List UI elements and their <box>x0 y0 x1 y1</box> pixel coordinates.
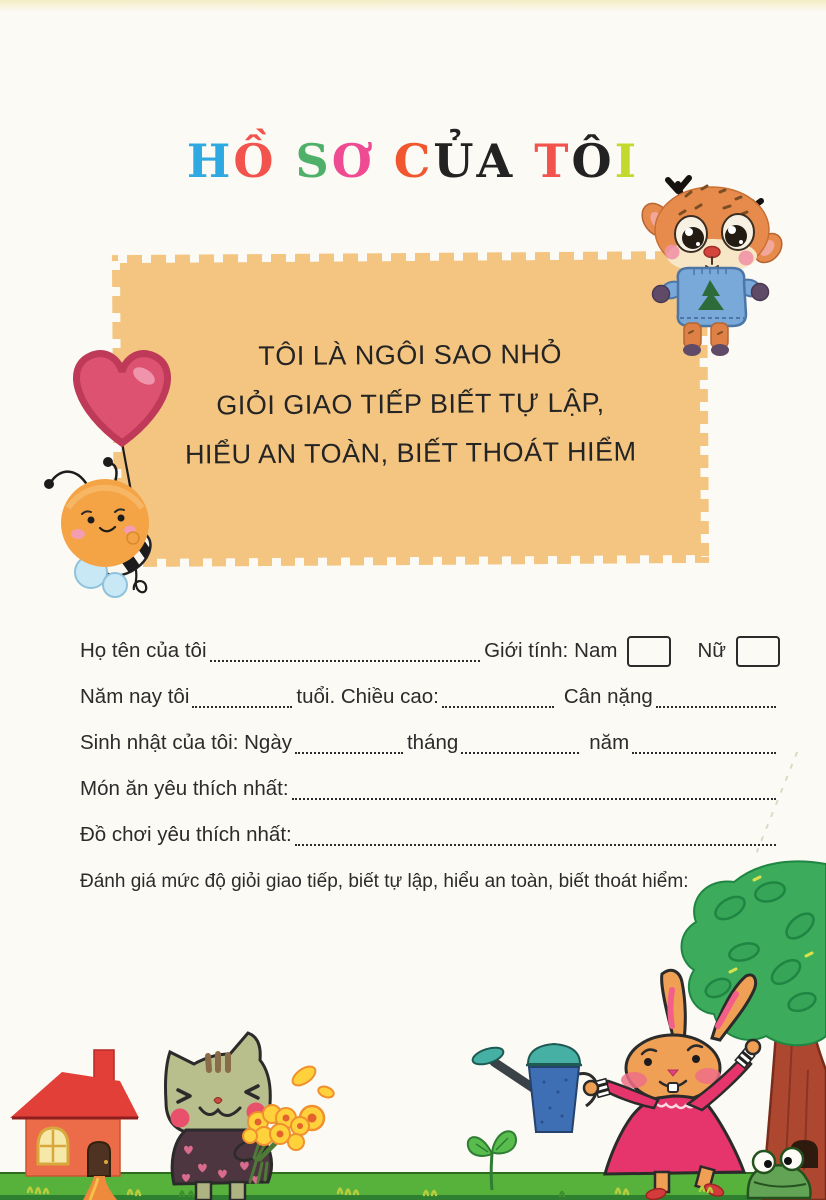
form-line-favorite-toy <box>80 816 780 854</box>
can-lid <box>528 1044 580 1064</box>
antenna-tip <box>44 479 54 489</box>
heart-balloon <box>76 354 167 443</box>
form-line-name-gender <box>80 632 780 670</box>
scan-edge-artifact <box>0 0 826 12</box>
rabbit-cheek <box>621 1072 647 1088</box>
birthday-day-label: Sinh nhật của tôi: Ngày <box>80 731 292 754</box>
title-letter: Ủ <box>433 134 477 188</box>
male-label: Nam <box>574 639 618 662</box>
female-label: Nữ <box>697 639 726 662</box>
assessment-label: Đánh giá mức độ giỏi giao tiếp, biết tự lập, hiểu an toàn, biết thoát hiểm: <box>80 871 689 892</box>
motto-line-1: TÔI LÀ NGÔI SAO NHỎ <box>258 338 562 372</box>
tree-canopy <box>682 861 826 1045</box>
title-letter: S <box>295 134 332 188</box>
deer-legs <box>683 323 729 356</box>
bee-with-heart-balloon-illustration <box>28 328 178 606</box>
title-letter: H <box>186 134 234 188</box>
birthday-month-label: tháng <box>406 731 459 754</box>
rabbit-ear-inner <box>671 990 673 1026</box>
cat-cheek <box>171 1109 190 1128</box>
rabbit-eye <box>644 1058 652 1066</box>
deer-illustration <box>628 168 803 363</box>
favorite-toy-label: Đồ chơi yêu thích nhất: <box>80 823 292 846</box>
favorite-food-fill-in-dots[interactable] <box>292 784 776 800</box>
grass-tufts <box>0 1176 826 1200</box>
watering-can <box>471 1044 597 1132</box>
height-label: tuổi. Chiều cao: <box>296 685 439 708</box>
antenna-tip <box>103 457 113 467</box>
form-line-age-height-weight <box>80 678 780 716</box>
house-roof <box>10 1072 139 1118</box>
deer-cheek <box>739 251 754 266</box>
bee-head <box>61 479 149 567</box>
rabbit-eye <box>692 1055 700 1063</box>
title-letter: I <box>614 134 640 188</box>
female-checkbox[interactable] <box>736 636 780 667</box>
rabbit-hand <box>746 1040 760 1054</box>
deer-mitten <box>752 284 769 301</box>
age-fill-in-dots[interactable] <box>192 692 292 708</box>
month-fill-in-dots[interactable] <box>461 738 579 754</box>
cat-illustration <box>152 1030 337 1200</box>
age-label: Năm nay tôi <box>80 685 190 708</box>
title-letter: T <box>534 134 572 188</box>
deer-cheek <box>665 245 680 260</box>
bee-hand <box>127 532 139 544</box>
form-line-birthday <box>80 724 780 762</box>
title-letter: C <box>393 134 434 188</box>
gender-label: Giới tính: <box>484 639 569 662</box>
title-letter <box>276 134 295 188</box>
birthday-year-label: năm <box>589 731 630 754</box>
can-body <box>529 1067 579 1132</box>
weight-fill-in-dots[interactable] <box>656 692 776 708</box>
motto-line-3: HIỂU AN TOÀN, BIẾT THOÁT HIỂM <box>184 436 637 470</box>
form-line-favorite-food <box>80 770 780 808</box>
deer-nose <box>704 247 720 258</box>
motto-stamp <box>112 251 709 567</box>
title-letter <box>515 134 534 188</box>
height-fill-in-dots[interactable] <box>442 692 554 708</box>
rabbit <box>584 970 760 1200</box>
title-letter: Ô <box>571 134 615 188</box>
motto-line-2: GIỎI GIAO TIẾP BIẾT TỰ LẬP, <box>216 387 605 421</box>
house-door <box>88 1142 110 1176</box>
weight-label: Cân nặng <box>563 685 653 708</box>
title-letter: Ồ <box>233 134 277 188</box>
garden-scene <box>462 860 826 1200</box>
title-letter <box>375 134 394 188</box>
rabbit-hand <box>584 1081 598 1095</box>
title-letter: Ơ <box>331 134 375 188</box>
rabbit-tooth <box>668 1083 678 1092</box>
deer-mitten <box>653 286 670 303</box>
name-fill-in-dots[interactable] <box>210 646 481 662</box>
favorite-toy-fill-in-dots[interactable] <box>295 830 776 846</box>
house-window <box>38 1128 68 1164</box>
male-checkbox[interactable] <box>627 636 671 667</box>
favorite-food-label: Món ăn yêu thích nhất: <box>80 777 289 800</box>
deer-sweater <box>659 268 763 326</box>
cat-head-stripes <box>208 1054 228 1070</box>
day-fill-in-dots[interactable] <box>295 738 403 754</box>
name-label: Họ tên của tôi <box>80 639 207 662</box>
title-letter: A <box>476 134 516 188</box>
year-fill-in-dots[interactable] <box>632 738 776 754</box>
stamp-perforation <box>120 555 703 569</box>
